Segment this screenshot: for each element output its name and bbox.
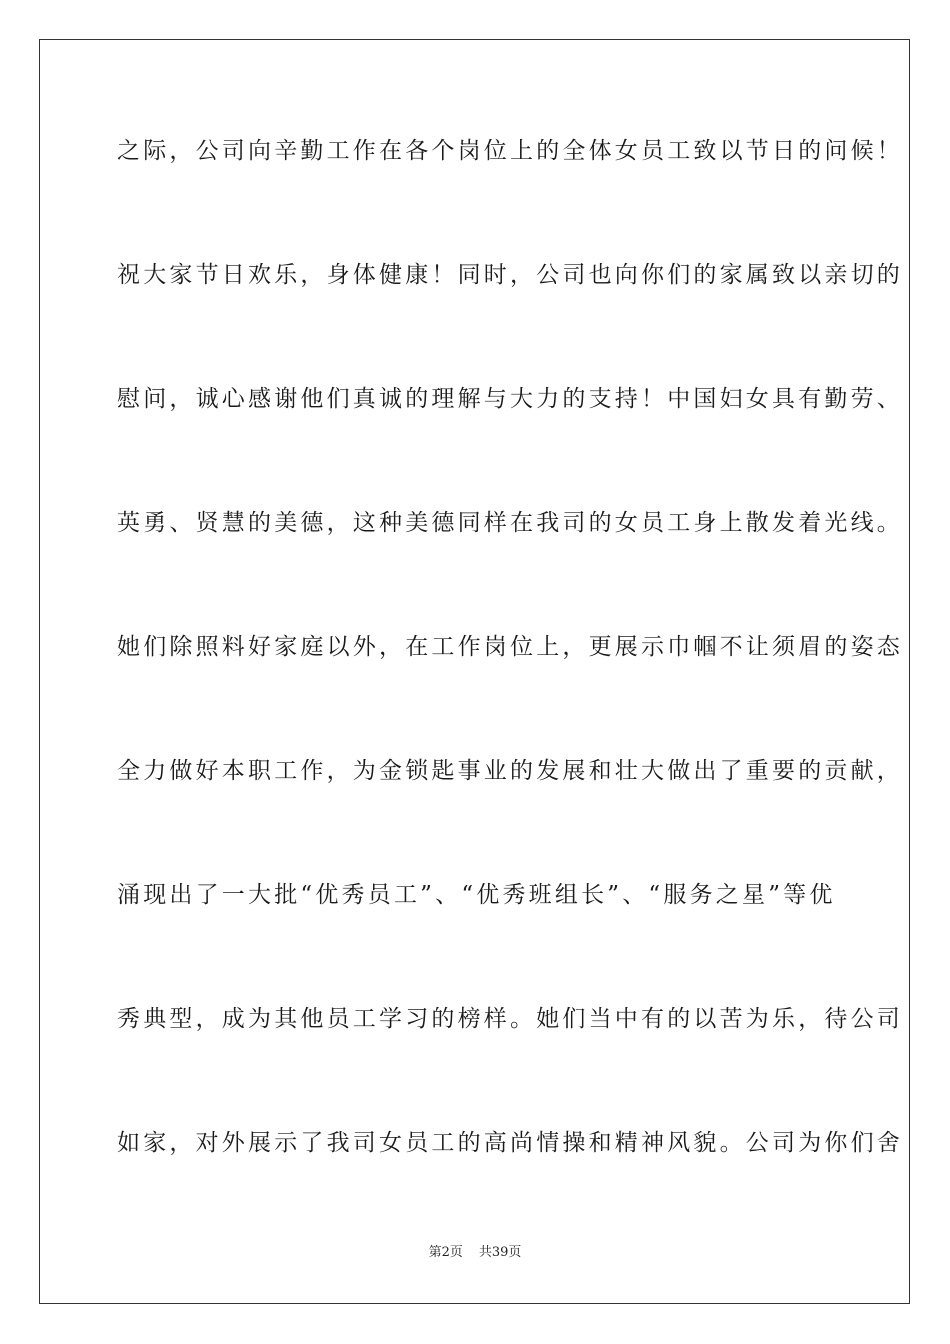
paragraph-line: 之际，公司向辛勤工作在各个岗位上的全体女员工致以节日的问候！: [117, 138, 903, 164]
paragraph-line: 涌现出了一大批“优秀员工”、“优秀班组长”、“服务之星”等优: [117, 882, 836, 908]
page-total: 共39页: [478, 1245, 522, 1260]
paragraph-line: 祝大家节日欢乐，身体健康！同时，公司也向你们的家属致以亲切的: [117, 262, 903, 288]
paragraph-line: 秀典型，成为其他员工学习的榜样。她们当中有的以苦为乐，待公司: [117, 1006, 903, 1032]
paragraph-line: 慰问，诚心感谢他们真诚的理解与大力的支持！中国妇女具有勤劳、: [117, 386, 903, 412]
paragraph-line: 全力做好本职工作，为金锁匙事业的发展和壮大做出了重要的贡献，: [117, 758, 903, 784]
page-number: 第2页: [428, 1245, 463, 1260]
page-border: [39, 39, 910, 1304]
paragraph-line: 如家，对外展示了我司女员工的高尚情操和精神风貌。公司为你们舍: [117, 1130, 903, 1156]
page-footer: [0, 1244, 950, 1262]
paragraph-line: 她们除照料好家庭以外，在工作岗位上，更展示巾帼不让须眉的姿态: [117, 634, 903, 660]
paragraph-line: 英勇、贤慧的美德，这种美德同样在我司的女员工身上散发着光线。: [117, 510, 903, 536]
